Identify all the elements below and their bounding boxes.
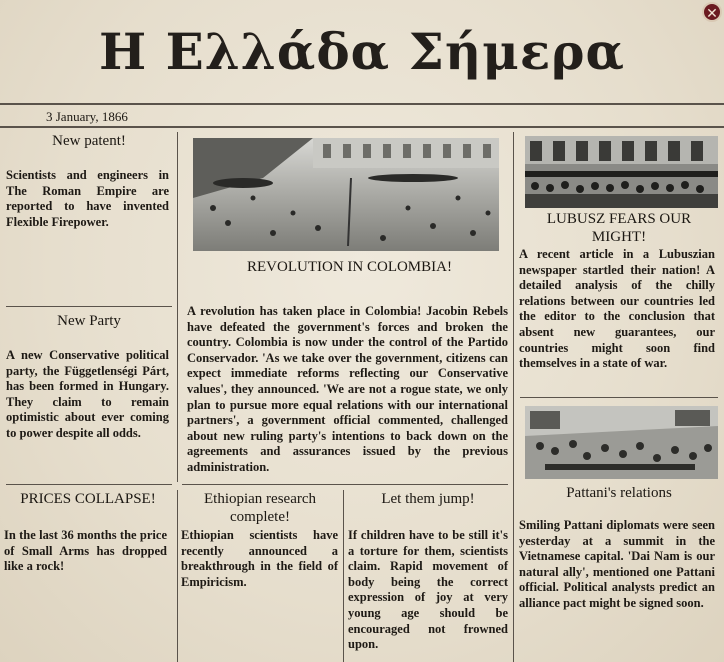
pattani-headline: Pattani's relations [566,485,672,501]
column-divider [177,490,178,662]
prices-body: In the last 36 months the price of Small Arms has dropped like a rock! [4,528,167,574]
column-divider [343,490,344,662]
section-divider [6,484,172,485]
party-headline: New Party [57,313,121,329]
ethiopia-body: Ethiopian scientists have recently announced a breakthrough in the field of Empiricism. [181,528,338,589]
ethiopia-headline: Ethiopian research complete! [203,491,317,525]
date-rule [0,126,724,128]
jump-headline: Let them jump! [381,491,475,507]
issue-date: 3 January, 1866 [46,109,128,124]
revolution-headline: REVOLUTION IN COLOMBIA! [247,259,452,275]
prices-headline: PRICES COLLAPSE! [20,491,156,507]
party-body: A new Conservative political party, the Függetlenségi Párt, has been formed in Hungary. They claim to remain optimistic about ever coming to power despite all odds. [6,348,169,440]
pattani-body: Smiling Pattani diplomats were seen yesterday at a summit in the Vietnamese capital. 'Dai Nam is our natural ally', mentioned one Pattani official. Political analysts predict an alliance pact might be signed soon. [519,518,715,610]
close-button[interactable]: ✕ [702,2,722,22]
column-divider [513,132,514,662]
lubusz-photo [525,136,718,208]
newspaper-masthead: Η Ελλάδα Σήμερα [98,22,625,81]
column-divider [177,132,178,482]
pattani-photo [525,406,718,479]
lubusz-headline: LUBUSZ FEARS OUR MIGHT! [546,211,692,245]
section-divider [6,306,172,307]
patent-headline: New patent! [52,133,126,149]
revolution-photo [193,138,499,251]
revolution-body: A revolution has taken place in Colombia! Jacobin Rebels have defeated the government's forces and broken the country. Colombia is now under the control of the Partido Conservador. 'As we take over the government, citizens can expect immediate reforms reflecting our Conservative values', they announced. 'We are not a rogue state, we only plan to pursue more equal relations with our international partners', a government official commented, challenged about new ruling party's intentions to back down on the agreements and assurances issued by the previous administration. [187,304,508,474]
lubusz-body: A recent article in a Lubuszian newspaper startled their nation! A detailed analysis of the chilly relations between our countries led the editor to the conclusion that absent new guarantees, our countries might soon find themselves in a state of war. [519,247,715,371]
section-divider [520,397,718,398]
masthead-rule [0,103,724,105]
jump-body: If children have to be still it's a torture for them, scientists claim. Rapid movement of body being the correct expression of joy at very young age should be encouraged not frowned upon. [348,528,508,652]
section-divider [182,484,508,485]
patent-body: Scientists and engineers in The Roman Empire are reported to have invented Flexible Firepower. [6,168,169,229]
